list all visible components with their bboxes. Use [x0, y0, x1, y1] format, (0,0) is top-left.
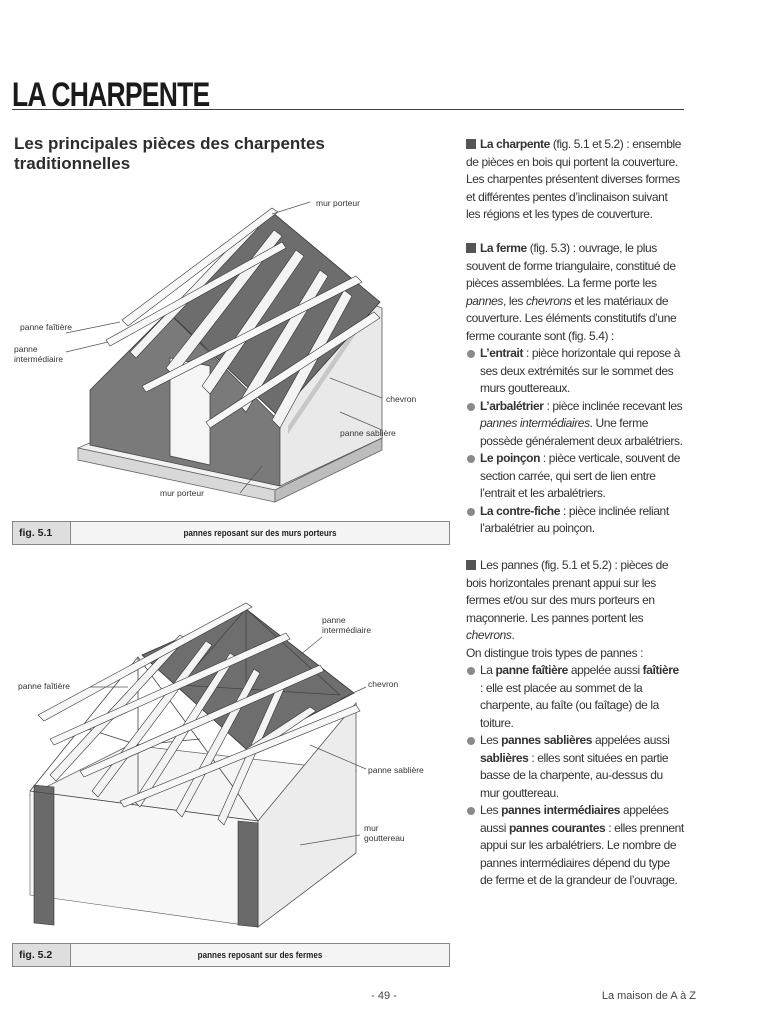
- figure-5-2-label: fig. 5.2: [13, 944, 71, 966]
- section-heading: Les principales pièces des charpentes traditionnelles: [14, 134, 325, 173]
- text-charpente: (fig. 5.1 et 5.2) : ensemble de pièces en bois qui portent la couverture. Les charpentes présentent diverses formes et différentes pentes d’inclinaison suivant les régions et les types de couverture.: [466, 137, 682, 221]
- text-arbaletrier-1: : pièce inclinée recevant les: [543, 398, 683, 413]
- term-sablieres: sablières: [480, 750, 529, 765]
- text-mid: appelée aussi: [567, 663, 643, 677]
- list-item: [466, 662, 684, 732]
- list-item: [466, 802, 684, 890]
- term-arbaletrier: L’arbalétrier: [480, 398, 544, 413]
- list-item: [466, 398, 684, 451]
- em-pannes-intermediaires: pannes intermédiaires: [480, 416, 590, 430]
- list-item: [466, 450, 684, 503]
- callout-panne: panne: [322, 615, 346, 625]
- text-mid: appelées aussi: [480, 803, 669, 835]
- callout-panne-sabliere: panne sablière: [340, 428, 396, 438]
- text-pannes-1: (fig. 5.1 et 5.2) : pièces de bois horizontales prenant appui sur les fermes et/ou sur des murs porteurs en maçonnerie. Les pannes portent les: [466, 558, 669, 625]
- square-bullet-icon: [466, 560, 476, 570]
- term-ferme: La ferme: [480, 241, 527, 255]
- paragraph-pannes: [466, 557, 684, 890]
- callout-chevron: chevron: [386, 394, 417, 404]
- term-charpente: La charpente: [480, 137, 550, 151]
- text-ferme-1: (fig. 5.3) : ouvrage, le plus souvent de forme triangulaire, constitué de pièces assemblées. La ferme porte les: [466, 241, 676, 290]
- term-panne-faitiere: panne faîtière: [495, 663, 568, 677]
- callout-chevron: chevron: [368, 679, 399, 689]
- figure-5-1-caption: [12, 521, 450, 545]
- text-pre: Les: [480, 733, 502, 747]
- callout-intermediaire: intermédiaire: [322, 625, 372, 635]
- callout-mur: mur: [364, 823, 379, 833]
- em-chevrons: chevrons: [466, 628, 512, 642]
- em-pannes: pannes: [466, 293, 503, 308]
- callout-mur-porteur-top: mur porteur: [316, 198, 360, 208]
- term-contre-fiche: La contre-fiche: [480, 503, 561, 518]
- text-ferme-2: , les: [502, 293, 526, 308]
- callout-panne-faitiere: panne faîtière: [18, 681, 70, 691]
- text-pre: Les: [480, 803, 502, 817]
- text-intermediaires: : elles prennent appui sur les arbalétriers. Le nombre de pannes intermédiaires dépend du type de ferme et de la grandeur de l’ouvrage.: [480, 820, 684, 887]
- callout-panne-sabliere: panne sablière: [368, 765, 424, 775]
- figure-5-2-illustration: [10, 595, 450, 935]
- text-arbaletrier-2: . Une ferme possède généralement deux arbalétriers.: [480, 416, 683, 448]
- text-faitiere: : elle est placée au sommet de la charpente, au faîte (ou faîtage) de la toiture.: [480, 680, 659, 730]
- paragraph-charpente: [466, 136, 684, 224]
- term-poincon: Le poinçon: [480, 451, 540, 465]
- list-item: [466, 345, 684, 398]
- text-ferme-3: et les matériaux de couverture. Les éléments constitutifs d’une ferme courante sont (fig. 5.4) :: [466, 293, 677, 343]
- text-entrait: : pièce horizontale qui repose à ses deux extrémités sur le sommet des murs gouttereaux.: [480, 346, 680, 395]
- list-item: [466, 503, 684, 538]
- callout-panne: panne: [14, 344, 38, 354]
- figure-5-1-label: fig. 5.1: [13, 522, 71, 544]
- em-chevrons: chevrons: [525, 293, 572, 308]
- text-mid: appelées aussi: [592, 733, 670, 747]
- term-pannes-courantes: pannes courantes: [508, 820, 606, 835]
- text-pannes-2: .: [511, 628, 515, 642]
- square-bullet-icon: [466, 139, 476, 149]
- page-number: - 49 -: [371, 990, 397, 1002]
- term-pannes: Les pannes: [480, 558, 539, 572]
- callout-panne-faitiere: panne faîtière: [20, 322, 72, 332]
- figure-5-1-caption-text: pannes reposant sur des murs porteurs: [183, 528, 337, 538]
- term-faitiere: faîtière: [642, 663, 679, 677]
- text-sablieres: : elles sont situées en partie basse de la charpente, au-dessus du mur gouttereau.: [480, 750, 669, 800]
- callout-mur-porteur-bottom: mur porteur: [160, 488, 204, 498]
- square-bullet-icon: [466, 243, 476, 253]
- paragraph-ferme: [466, 240, 684, 538]
- callout-intermediaire: intermédiaire: [14, 354, 64, 364]
- text-pre: La: [480, 663, 496, 677]
- term-pannes-intermediaires: pannes intermédiaires: [501, 803, 621, 817]
- text-pannes-intro: On distingue trois types de pannes :: [466, 645, 644, 660]
- figure-5-1-illustration: [10, 190, 450, 520]
- term-pannes-sablieres: pannes sablières: [501, 733, 593, 747]
- list-item: [466, 732, 684, 802]
- title-rule: [12, 109, 684, 110]
- callout-gouttereau: gouttereau: [364, 833, 405, 843]
- figure-5-2-caption: [12, 943, 450, 967]
- text-contre-fiche: : pièce inclinée reliant l’arbalétrier au poinçon.: [480, 503, 669, 535]
- text-poincon: : pièce verticale, souvent de section carrée, qui sert de lien entre l’entrait et les arbalétriers.: [480, 451, 681, 500]
- book-title: La maison de A à Z: [601, 990, 696, 1002]
- term-entrait: L’entrait: [480, 346, 524, 360]
- page-title: LA CHARPENTE: [12, 76, 210, 114]
- figure-5-2-caption-text: pannes reposant sur des fermes: [197, 950, 323, 960]
